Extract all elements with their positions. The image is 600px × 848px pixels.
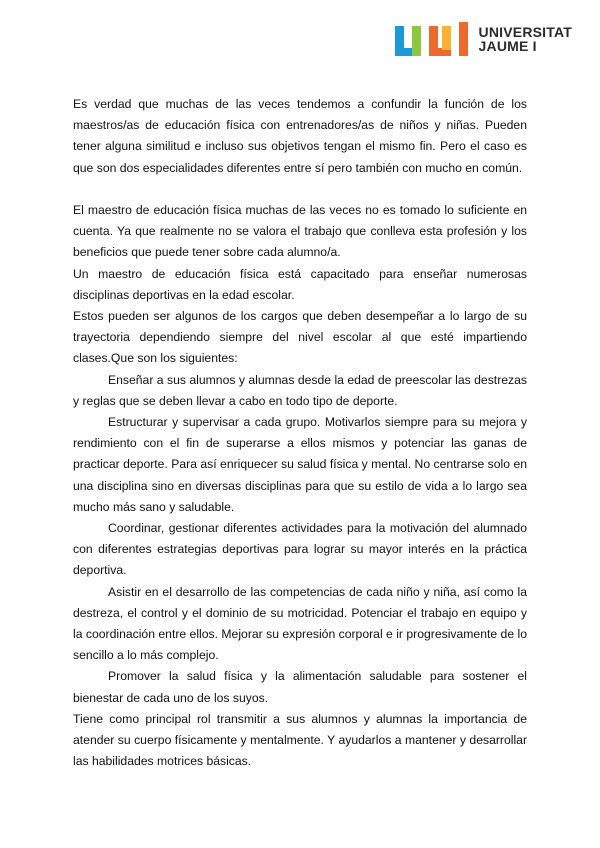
duty-item: Estructurar y supervisar a cada grupo. Motivarlos siempre para su mejora y rendimiento con el fin de superarse a ellos mismos y potenciar las ganas de practicar deporte. Para así enriquecer su salud física y mental. No centrarse solo en una disciplina sino en diversas disciplinas para que su estilo de vida a lo largo sea mucho más sano y saludable. <box>73 415 527 514</box>
duty-item: Enseñar a sus alumnos y alumnas desde la edad de preescolar las destrezas y reglas que se deben llevar a cabo en todo tipo de deporte. <box>73 372 527 408</box>
university-name <box>479 25 572 53</box>
document-body <box>73 94 527 772</box>
university-name-line1: UNIVERSITAT <box>478 24 572 40</box>
duties-intro-paragraph: Estos pueden ser algunos de los cargos que deben desempeñar a lo largo de su trayectoria dependiendo siempre del nivel escolar al que esté impartiendo clases.Que son los siguientes: <box>73 309 527 366</box>
page-header <box>395 22 572 56</box>
closing-paragraph: Tiene como principal rol transmitir a sus alumnos y alumnas la importancia de atender su cuerpo físicamente y mentalmente. Y ayudarlos a mantener y desarrollar las habilidades motrices básicas. <box>73 711 527 769</box>
teacher-capability-paragraph: Un maestro de educación física está capacitado para enseñar numerosas disciplinas deportivas en la edad escolar. <box>73 266 527 302</box>
uji-logo-icon <box>395 22 471 56</box>
duty-item: Promover la salud física y la alimentación saludable para sostener el bienestar de cada uno de los suyos. <box>73 669 527 705</box>
teacher-value-paragraph: El maestro de educación física muchas de las veces no es tomado lo suficiente en cuenta. Ya que realmente no se valora el trabajo que conlleva esta profesión y los beneficios que puede tener sobre cada alumno/a. <box>73 203 527 260</box>
duty-item: Coordinar, gestionar diferentes actividades para la motivación del alumnado con diferentes estrategias deportivas para lograr su mayor interés en la práctica deportiva. <box>73 521 527 578</box>
university-name-line2: JAUME I <box>478 38 537 54</box>
intro-paragraph: Es verdad que muchas de las veces tendemos a confundir la función de los maestros/as de educación física con entrenadores/as de niños y niñas. Pueden tener alguna similitud e incluso sus objetivos tengan el mismo fin. Pero el caso es que son dos especialidades diferentes entre sí pero también con mucho en común. <box>73 97 527 175</box>
duty-item: Asistir en el desarrollo de las competencias de cada niño y niña, así como la destreza, el control y el dominio de su motricidad. Potenciar el trabajo en equipo y la coordinación entre ellos. Mejorar su expresión corporal e ir progresivamente de lo sencillo a lo más complejo. <box>73 584 527 663</box>
